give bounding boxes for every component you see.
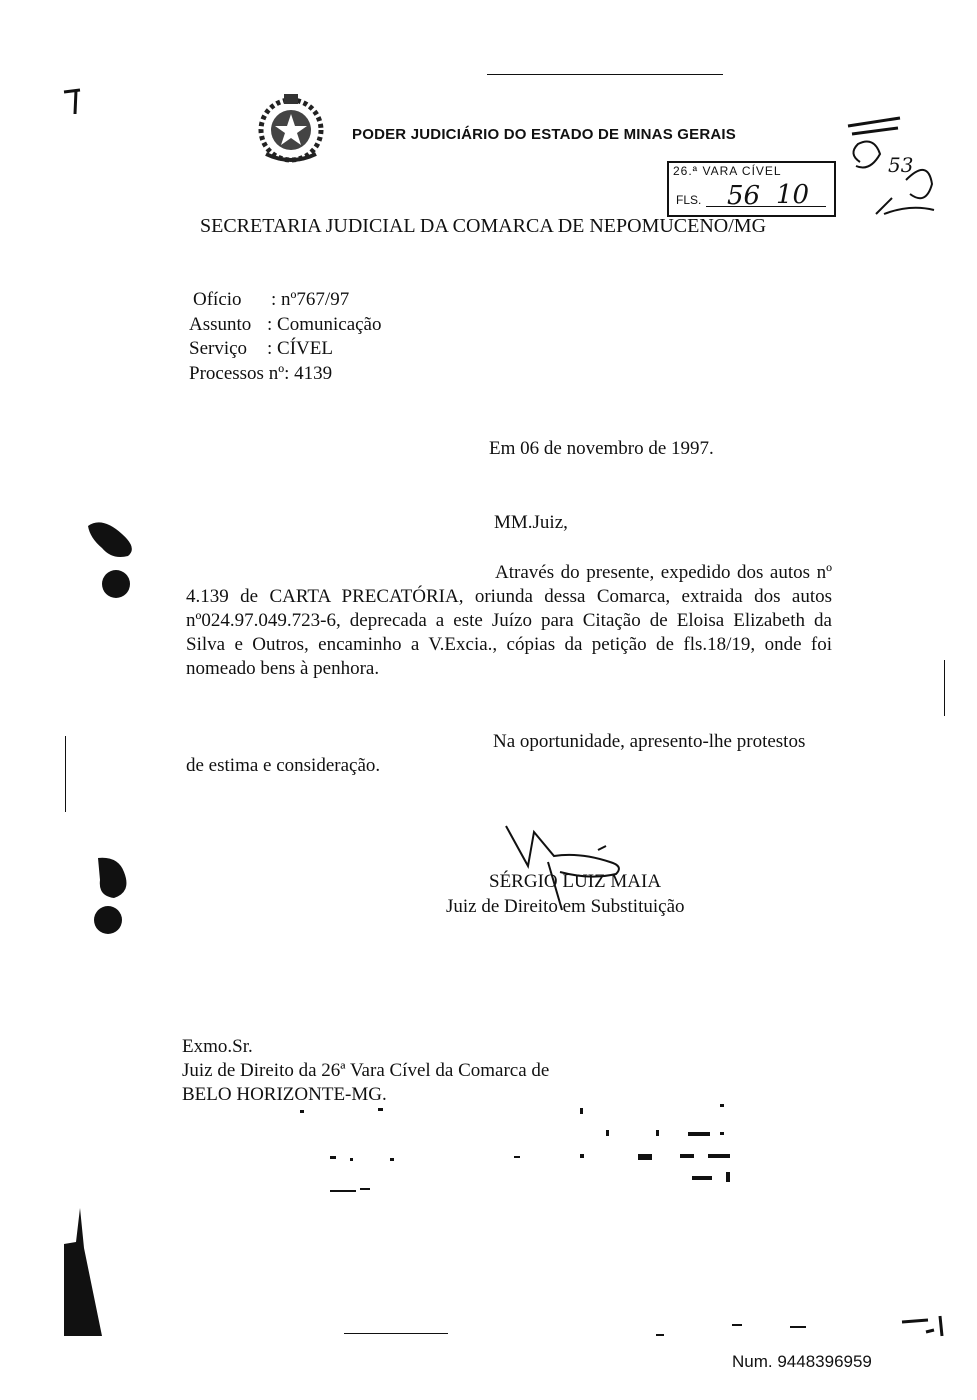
closing-second-line: de estima e consideração. [186,755,381,776]
document-number: Num. 9448396959 [732,1352,872,1371]
punch-hole-icon [82,512,142,602]
punch-hole-icon [88,852,138,936]
letter-closing [186,730,832,778]
corner-mark-icon [62,86,84,116]
closing-first-line: Na oportunidade, apresento-lhe protestos [493,731,806,752]
letter-body-text: Através do presente, expedido dos autos nº 4.139 de CARTA PRECATÓRIA, oriunda dessa Comarca, extraida dos autos nº024.97.049.723-6, deprecada a este Juízo para Citação de Eloisa Elizabeth da Silva e Outros, encaminho a V.Excia., cópias da petição de fls.18/19, onde foi nomeado bens à penhora. [186,562,832,679]
margin-note: 53 [888,153,914,177]
salutation: MM.Juiz, [494,512,568,533]
scan-edge-icon [62,1208,112,1338]
corner-mark-icon [900,1312,950,1338]
court-header: PODER JUDICIÁRIO DO ESTADO DE MINAS GERAIS [352,126,736,143]
margin-line [944,660,945,716]
bottom-mark [732,1324,742,1326]
meta-processos [189,363,332,385]
top-rule [487,74,723,75]
letter-date: Em 06 de novembro de 1997. [489,438,714,459]
meta-value: : CÍVEL [267,338,333,359]
meta-oficio [193,289,349,311]
meta-label: Serviço [189,338,248,359]
meta-assunto [189,314,382,336]
scan-noise-icon [290,1100,770,1200]
stamp-fls-extra: 10 [776,180,810,210]
stamp-fls-value: 56 [727,181,761,211]
signer-name: SÉRGIO LUIZ MAIA [489,871,662,892]
meta-value: 4139 [294,363,333,384]
meta-label: Ofício [193,289,242,310]
margin-line [65,736,66,812]
department-heading: SECRETARIA JUDICIAL DA COMARCA DE NEPOMUCENO/MG [200,215,767,237]
addressee-salutation: Exmo.Sr. [182,1036,253,1057]
meta-label: Assunto [189,314,252,335]
stamp-fls-label: FLS. [676,193,702,207]
meta-value: : nº767/97 [271,289,350,310]
signer-title: Juiz de Direito em Substituição [446,896,685,917]
meta-servico [189,338,333,360]
addressee-city: BELO HORIZONTE-MG. [182,1084,387,1105]
addressee-role: Juiz de Direito da 26ª Vara Cível da Comarca de [182,1060,550,1081]
bottom-mark [656,1334,664,1336]
meta-label: Processos nº: [189,363,290,384]
bottom-rule [344,1333,448,1334]
stamp-vara-label: 26.ª VARA CÍVEL [673,164,782,178]
letter-body [186,561,832,681]
bottom-mark [790,1326,806,1328]
meta-value: : Comunicação [267,314,382,335]
coat-of-arms-icon [256,92,326,164]
